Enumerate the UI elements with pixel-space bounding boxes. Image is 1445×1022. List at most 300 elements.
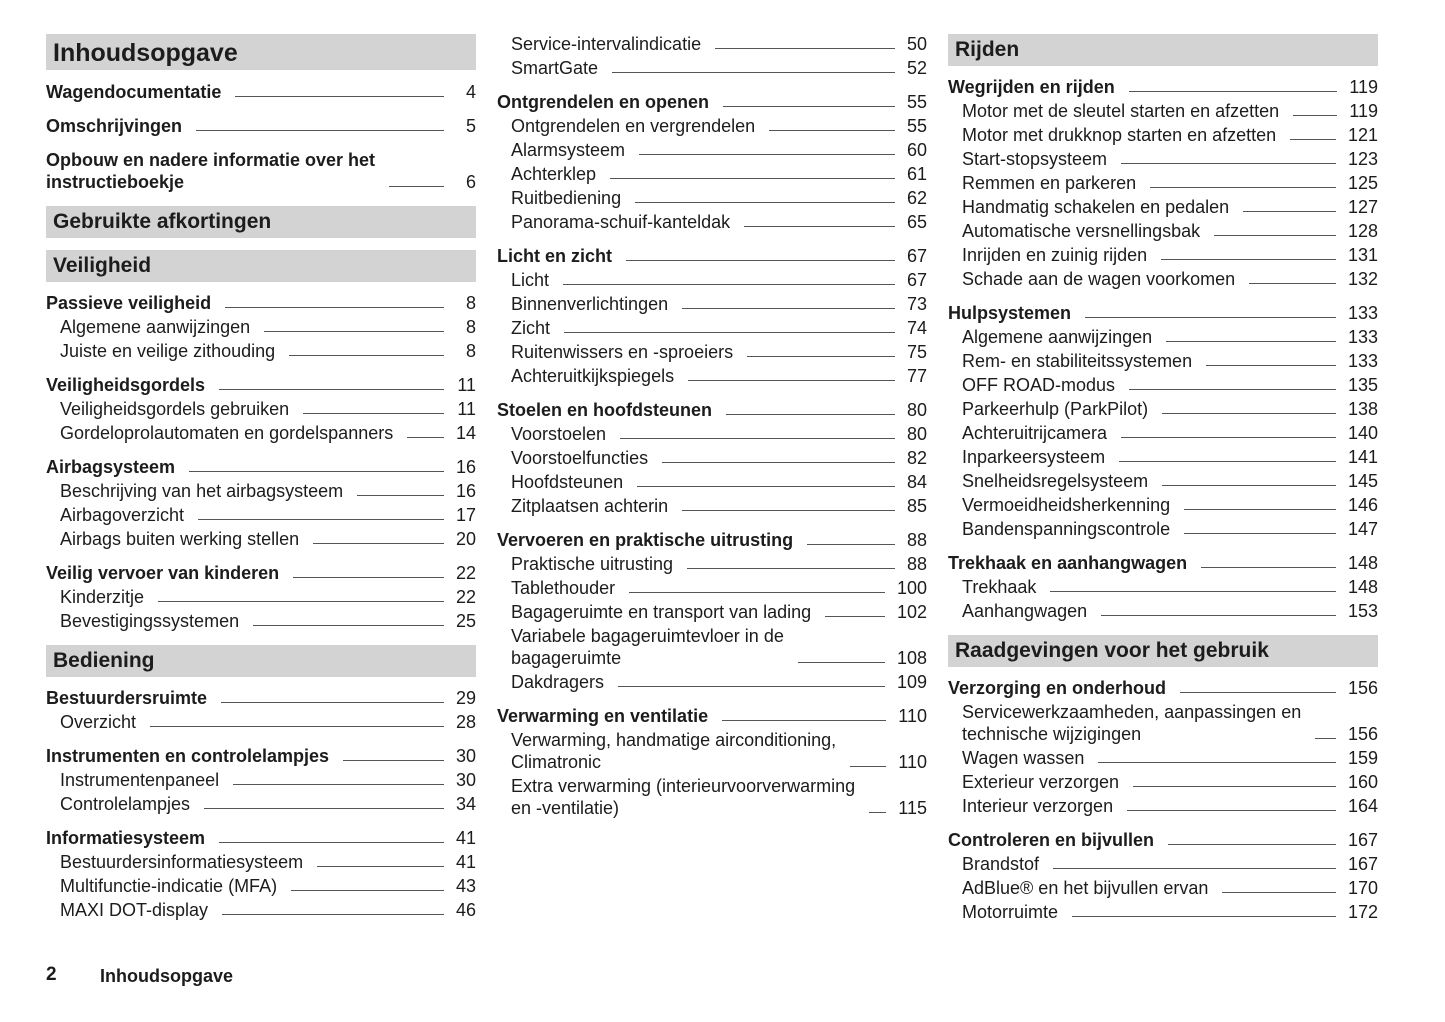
toc-subentry[interactable] — [948, 195, 1378, 219]
entry-page-number: 128 — [1347, 221, 1378, 241]
leader-line — [1243, 211, 1336, 212]
leader-line — [662, 462, 895, 463]
toc-subentry[interactable] — [948, 325, 1378, 349]
section-header: Inhoudsopgave — [46, 34, 476, 70]
entry-title: Snelheidsregelsysteem — [962, 471, 1149, 491]
entry-page-number: 145 — [1347, 471, 1378, 491]
entry-title: Bagageruimte en transport van lading — [511, 602, 812, 622]
entry-page-number: 119 — [1349, 77, 1378, 97]
entry-title: Praktische uitrusting — [511, 554, 674, 574]
entry-page-number: 62 — [906, 188, 927, 208]
leader-line — [1121, 437, 1336, 438]
toc-chapter-entry[interactable] — [497, 90, 927, 114]
entry-page-number: 109 — [896, 672, 927, 692]
entry-page-number: 55 — [906, 92, 927, 112]
entry-page-number: 108 — [896, 648, 927, 668]
entry-page-number: 170 — [1347, 878, 1378, 898]
entry-title: Gordeloprolautomaten en gordelspanners — [60, 423, 394, 443]
toc-subentry[interactable] — [948, 147, 1378, 171]
entry-title: Servicewerkzaamheden, aanpassingen en technische wijzigingen — [962, 702, 1302, 744]
footer-page-number: 2 — [46, 964, 57, 985]
toc-subentry[interactable] — [46, 585, 476, 609]
entry-title: Voorstoelen — [511, 424, 607, 444]
entry-title: Wagen wassen — [962, 748, 1085, 768]
leader-line — [219, 389, 444, 390]
entry-page-number: 119 — [1349, 101, 1378, 121]
toc-subentry[interactable] — [948, 900, 1378, 924]
toc-subentry[interactable] — [497, 162, 927, 186]
leader-line — [1098, 762, 1336, 763]
entry-page-number: 133 — [1347, 351, 1378, 371]
leader-line — [1050, 591, 1336, 592]
entry-title: Trekhaak en aanhangwagen — [948, 553, 1188, 573]
entry-title: Verwarming, handmatige airconditioning, Climatronic — [511, 730, 837, 772]
toc-subentry[interactable] — [948, 746, 1378, 770]
leader-line — [769, 130, 895, 131]
entry-title: Exterieur verzorgen — [962, 772, 1120, 792]
toc-chapter-entry[interactable] — [46, 744, 476, 768]
entry-title: Interieur verzorgen — [962, 796, 1114, 816]
entry-title: Omschrijvingen — [46, 116, 183, 136]
leader-line — [682, 510, 895, 511]
toc-subentry[interactable] — [948, 794, 1378, 818]
entry-page-number: 110 — [898, 706, 927, 726]
entry-title: Veiligheidsgordels — [46, 375, 206, 395]
entry-page-number: 50 — [906, 34, 927, 54]
leader-line — [726, 414, 895, 415]
toc-subentry[interactable] — [46, 397, 476, 421]
toc-subentry[interactable] — [46, 898, 476, 922]
leader-line — [389, 186, 444, 187]
entry-title: Start-stopsysteem — [962, 149, 1108, 169]
entry-page-number: 11 — [457, 375, 476, 395]
toc-subentry[interactable] — [948, 243, 1378, 267]
entry-page-number: 77 — [906, 366, 927, 386]
entry-page-number: 133 — [1347, 327, 1378, 347]
entry-title: Beschrijving van het airbagsysteem — [60, 481, 344, 501]
leader-line — [1166, 341, 1336, 342]
entry-page-number: 80 — [906, 424, 927, 444]
entry-page-number: 147 — [1347, 519, 1378, 539]
leader-line — [626, 260, 895, 261]
entry-page-number: 156 — [1347, 678, 1378, 698]
toc-column-3 — [948, 34, 1378, 924]
entry-title: Motor met drukknop starten en afzetten — [962, 125, 1277, 145]
leader-line — [1184, 509, 1336, 510]
toc-subentry[interactable] — [948, 123, 1378, 147]
entry-page-number: 80 — [906, 400, 927, 420]
toc-subentry[interactable] — [497, 446, 927, 470]
entry-title: Inparkeersysteem — [962, 447, 1106, 467]
toc-subentry[interactable] — [948, 599, 1378, 623]
entry-title: Tablethouder — [511, 578, 616, 598]
toc-subentry[interactable] — [46, 792, 476, 816]
toc-subentry[interactable] — [46, 768, 476, 792]
entry-title: Airbagoverzicht — [60, 505, 185, 525]
entry-title: Airbagsysteem — [46, 457, 176, 477]
leader-line — [1133, 786, 1336, 787]
toc-subentry[interactable] — [948, 171, 1378, 195]
entry-page-number: 167 — [1347, 854, 1378, 874]
leader-line — [1085, 317, 1336, 318]
toc-subentry[interactable] — [497, 728, 927, 774]
leader-line — [620, 438, 895, 439]
entry-page-number: 55 — [906, 116, 927, 136]
toc-subentry[interactable] — [948, 219, 1378, 243]
leader-line — [233, 784, 444, 785]
toc-subentry[interactable] — [948, 397, 1378, 421]
toc-subentry[interactable] — [497, 552, 927, 576]
entry-page-number: 82 — [906, 448, 927, 468]
leader-line — [637, 486, 895, 487]
toc-subentry[interactable] — [948, 99, 1378, 123]
toc-subentry[interactable] — [948, 517, 1378, 541]
entry-title: Licht en zicht — [497, 246, 613, 266]
leader-line — [1162, 485, 1336, 486]
entry-title: Algemene aanwijzingen — [60, 317, 251, 337]
leader-line — [629, 592, 885, 593]
entry-title: Alarmsysteem — [511, 140, 626, 160]
leader-line — [158, 601, 444, 602]
toc-subentry[interactable] — [46, 315, 476, 339]
leader-line — [1293, 115, 1337, 116]
entry-page-number: 133 — [1347, 303, 1378, 323]
entry-page-number: 127 — [1347, 197, 1378, 217]
leader-line — [303, 413, 444, 414]
entry-page-number: 132 — [1347, 269, 1378, 289]
toc-chapter-entry[interactable] — [948, 551, 1378, 575]
toc-subentry[interactable] — [497, 316, 927, 340]
entry-page-number: 164 — [1347, 796, 1378, 816]
entry-page-number: 65 — [906, 212, 927, 232]
entry-title: Inrijden en zuinig rijden — [962, 245, 1148, 265]
entry-page-number: 17 — [455, 505, 476, 525]
entry-title: Algemene aanwijzingen — [962, 327, 1153, 347]
leader-line — [1053, 868, 1336, 869]
entry-page-number: 8 — [465, 317, 476, 337]
section-header: Veiligheid — [46, 250, 476, 282]
leader-line — [639, 154, 895, 155]
leader-line — [1290, 139, 1336, 140]
toc-subentry[interactable] — [497, 56, 927, 80]
entry-page-number: 125 — [1347, 173, 1378, 193]
leader-line — [563, 284, 895, 285]
entry-title: Instrumenten en controlelampjes — [46, 746, 330, 766]
entry-title: Hulpsystemen — [948, 303, 1072, 323]
entry-title: Bevestigingssystemen — [60, 611, 240, 631]
entry-title: Ontgrendelen en vergrendelen — [511, 116, 756, 136]
toc-subentry[interactable] — [948, 349, 1378, 373]
toc-subentry[interactable] — [948, 770, 1378, 794]
toc-subentry[interactable] — [497, 268, 927, 292]
entry-title: Motorruimte — [962, 902, 1059, 922]
leader-line — [1072, 916, 1336, 917]
entry-title: SmartGate — [511, 58, 599, 78]
toc-subentry[interactable] — [46, 874, 476, 898]
toc-subentry[interactable] — [497, 670, 927, 694]
toc-chapter-entry[interactable] — [46, 686, 476, 710]
toc-subentry[interactable] — [497, 364, 927, 388]
entry-title: OFF ROAD-modus — [962, 375, 1116, 395]
entry-page-number: 148 — [1347, 553, 1378, 573]
leader-line — [264, 331, 444, 332]
toc-chapter-entry[interactable] — [46, 114, 476, 138]
entry-title: Controleren en bijvullen — [948, 830, 1155, 850]
leader-line — [869, 812, 886, 813]
entry-page-number: 73 — [906, 294, 927, 314]
entry-title: Zitplaatsen achterin — [511, 496, 669, 516]
toc-chapter-entry[interactable] — [46, 291, 476, 315]
entry-page-number: 88 — [906, 530, 927, 550]
entry-title: Bestuurdersruimte — [46, 688, 208, 708]
leader-line — [222, 914, 444, 915]
entry-page-number: 88 — [906, 554, 927, 574]
toc-subentry[interactable] — [497, 32, 927, 56]
leader-line — [253, 625, 444, 626]
entry-page-number: 16 — [455, 457, 476, 477]
toc-chapter-entry[interactable] — [46, 148, 476, 194]
entry-page-number: 160 — [1347, 772, 1378, 792]
entry-title: Trekhaak — [962, 577, 1037, 597]
section-header: Rijden — [948, 34, 1378, 66]
leader-line — [610, 178, 895, 179]
toc-subentry[interactable] — [46, 527, 476, 551]
entry-page-number: 172 — [1347, 902, 1378, 922]
entry-page-number: 156 — [1347, 724, 1378, 744]
leader-line — [635, 202, 895, 203]
leader-line — [407, 437, 444, 438]
entry-title: Ontgrendelen en openen — [497, 92, 710, 112]
entry-title: Vermoeidheidsherkenning — [962, 495, 1171, 515]
toc-subentry[interactable] — [497, 774, 927, 820]
toc-subentry[interactable] — [948, 469, 1378, 493]
entry-title: Instrumentenpaneel — [60, 770, 220, 790]
entry-title: Zicht — [511, 318, 551, 338]
entry-title: Voorstoelfuncties — [511, 448, 649, 468]
entry-page-number: 140 — [1347, 423, 1378, 443]
entry-page-number: 121 — [1347, 125, 1378, 145]
entry-page-number: 67 — [906, 246, 927, 266]
entry-title: Panorama-schuif-kanteldak — [511, 212, 731, 232]
entry-page-number: 102 — [896, 602, 927, 622]
toc-chapter-entry[interactable] — [497, 704, 927, 728]
section-header: Gebruikte afkortingen — [46, 206, 476, 238]
toc-subentry[interactable] — [948, 445, 1378, 469]
toc-chapter-entry[interactable] — [497, 528, 927, 552]
toc-subentry[interactable] — [948, 267, 1378, 291]
leader-line — [313, 543, 444, 544]
entry-page-number: 74 — [906, 318, 927, 338]
toc-subentry[interactable] — [948, 852, 1378, 876]
entry-title: Licht — [511, 270, 550, 290]
entry-title: Schade aan de wagen voorkomen — [962, 269, 1236, 289]
toc-subentry[interactable] — [46, 609, 476, 633]
leader-line — [219, 842, 444, 843]
entry-page-number: 22 — [455, 587, 476, 607]
leader-line — [225, 307, 444, 308]
toc-chapter-entry[interactable] — [497, 398, 927, 422]
toc-subentry[interactable] — [497, 186, 927, 210]
leader-line — [1184, 533, 1336, 534]
entry-title: Achteruitrijcamera — [962, 423, 1108, 443]
toc-column-2 — [497, 32, 927, 820]
leader-line — [357, 495, 444, 496]
leader-line — [723, 106, 895, 107]
entry-title: Hoofdsteunen — [511, 472, 624, 492]
toc-subentry[interactable] — [497, 114, 927, 138]
leader-line — [1168, 844, 1336, 845]
entry-page-number: 60 — [906, 140, 927, 160]
entry-page-number: 29 — [455, 688, 476, 708]
entry-title: Opbouw en nadere informatie over het instructieboekje — [46, 150, 376, 192]
entry-title: Verwarming en ventilatie — [497, 706, 709, 726]
section-header: Raadgevingen voor het gebruik — [948, 635, 1378, 667]
entry-title: Juiste en veilige zithouding — [60, 341, 276, 361]
entry-title: Passieve veiligheid — [46, 293, 212, 313]
entry-title: AdBlue® en het bijvullen ervan — [962, 878, 1209, 898]
toc-chapter-entry[interactable] — [46, 455, 476, 479]
toc-subentry[interactable] — [497, 292, 927, 316]
toc-chapter-entry[interactable] — [46, 826, 476, 850]
entry-title: Multifunctie-indicatie (MFA) — [60, 876, 278, 896]
entry-page-number: 84 — [906, 472, 927, 492]
leader-line — [747, 356, 895, 357]
entry-page-number: 25 — [455, 611, 476, 631]
entry-page-number: 110 — [898, 752, 927, 772]
toc-chapter-entry[interactable] — [948, 828, 1378, 852]
entry-page-number: 148 — [1347, 577, 1378, 597]
entry-page-number: 41 — [455, 828, 476, 848]
leader-line — [825, 616, 885, 617]
entry-page-number: 8 — [465, 293, 476, 313]
entry-page-number: 146 — [1347, 495, 1378, 515]
toc-chapter-entry[interactable] — [46, 80, 476, 104]
leader-line — [1180, 692, 1336, 693]
leader-line — [688, 380, 895, 381]
entry-title: Binnenverlichtingen — [511, 294, 669, 314]
entry-title: Informatiesysteem — [46, 828, 206, 848]
toc-subentry[interactable] — [948, 700, 1378, 746]
leader-line — [612, 72, 895, 73]
leader-line — [1150, 187, 1336, 188]
entry-page-number: 30 — [455, 770, 476, 790]
entry-page-number: 4 — [465, 82, 476, 102]
leader-line — [1119, 461, 1336, 462]
leader-line — [798, 662, 885, 663]
toc-subentry[interactable] — [948, 421, 1378, 445]
entry-title: Dakdragers — [511, 672, 605, 692]
leader-line — [1201, 567, 1336, 568]
toc-subentry[interactable] — [497, 422, 927, 446]
entry-page-number: 67 — [906, 270, 927, 290]
toc-subentry[interactable] — [46, 710, 476, 734]
leader-line — [189, 471, 444, 472]
leader-line — [1249, 283, 1336, 284]
toc-subentry[interactable] — [497, 340, 927, 364]
leader-line — [1161, 259, 1336, 260]
entry-title: Automatische versnellingsbak — [962, 221, 1201, 241]
leader-line — [1101, 615, 1336, 616]
entry-title: Stoelen en hoofdsteunen — [497, 400, 713, 420]
leader-line — [1214, 235, 1336, 236]
entry-title: MAXI DOT-display — [60, 900, 209, 920]
entry-page-number: 61 — [906, 164, 927, 184]
leader-line — [687, 568, 895, 569]
toc-subentry[interactable] — [46, 503, 476, 527]
entry-title: Controlelampjes — [60, 794, 191, 814]
entry-title: Brandstof — [962, 854, 1040, 874]
toc-chapter-entry[interactable] — [497, 244, 927, 268]
entry-page-number: 159 — [1347, 748, 1378, 768]
leader-line — [291, 890, 444, 891]
entry-page-number: 85 — [906, 496, 927, 516]
toc-subentry[interactable] — [948, 493, 1378, 517]
entry-title: Rem- en stabiliteitssystemen — [962, 351, 1193, 371]
entry-title: Veilig vervoer van kinderen — [46, 563, 280, 583]
footer-title: Inhoudsopgave — [100, 966, 234, 986]
entry-page-number: 30 — [455, 746, 476, 766]
entry-title: Extra verwarming (interieurvoorverwarming en -ventilatie) — [511, 776, 856, 818]
toc-chapter-entry[interactable] — [46, 373, 476, 397]
toc-subentry[interactable] — [497, 138, 927, 162]
leader-line — [564, 332, 895, 333]
toc-subentry[interactable] — [497, 624, 927, 670]
toc-column-1 — [46, 34, 476, 922]
toc-chapter-entry[interactable] — [948, 75, 1378, 99]
entry-page-number: 11 — [457, 399, 476, 419]
toc-subentry[interactable] — [46, 850, 476, 874]
leader-line — [807, 544, 895, 545]
entry-page-number: 28 — [455, 712, 476, 732]
toc-chapter-entry[interactable] — [948, 676, 1378, 700]
entry-title: Overzicht — [60, 712, 137, 732]
entry-page-number: 8 — [465, 341, 476, 361]
leader-line — [221, 702, 444, 703]
toc-subentry[interactable] — [497, 576, 927, 600]
toc-chapter-entry[interactable] — [46, 561, 476, 585]
toc-subentry[interactable] — [46, 421, 476, 445]
toc-subentry[interactable] — [46, 479, 476, 503]
entry-page-number: 123 — [1347, 149, 1378, 169]
toc-subentry[interactable] — [497, 600, 927, 624]
toc-subentry[interactable] — [497, 470, 927, 494]
entry-title: Kinderzitje — [60, 587, 145, 607]
toc-subentry[interactable] — [948, 373, 1378, 397]
entry-title: Ruitenwissers en -sproeiers — [511, 342, 734, 362]
toc-subentry[interactable] — [948, 876, 1378, 900]
leader-line — [850, 766, 886, 767]
leader-line — [1162, 413, 1336, 414]
leader-line — [198, 519, 444, 520]
entry-page-number: 16 — [455, 481, 476, 501]
entry-title: Remmen en parkeren — [962, 173, 1137, 193]
entry-title: Motor met de sleutel starten en afzetten — [962, 101, 1280, 121]
toc-subentry[interactable] — [497, 210, 927, 234]
toc-subentry[interactable] — [46, 339, 476, 363]
entry-page-number: 46 — [455, 900, 476, 920]
entry-title: Ruitbediening — [511, 188, 622, 208]
toc-subentry[interactable] — [948, 575, 1378, 599]
entry-page-number: 135 — [1347, 375, 1378, 395]
entry-title: Wagendocumentatie — [46, 82, 222, 102]
entry-title: Aanhangwagen — [962, 601, 1088, 621]
entry-page-number: 5 — [465, 116, 476, 136]
entry-title: Achteruitkijkspiegels — [511, 366, 675, 386]
leader-line — [682, 308, 895, 309]
toc-chapter-entry[interactable] — [948, 301, 1378, 325]
toc-subentry[interactable] — [497, 494, 927, 518]
leader-line — [204, 808, 444, 809]
